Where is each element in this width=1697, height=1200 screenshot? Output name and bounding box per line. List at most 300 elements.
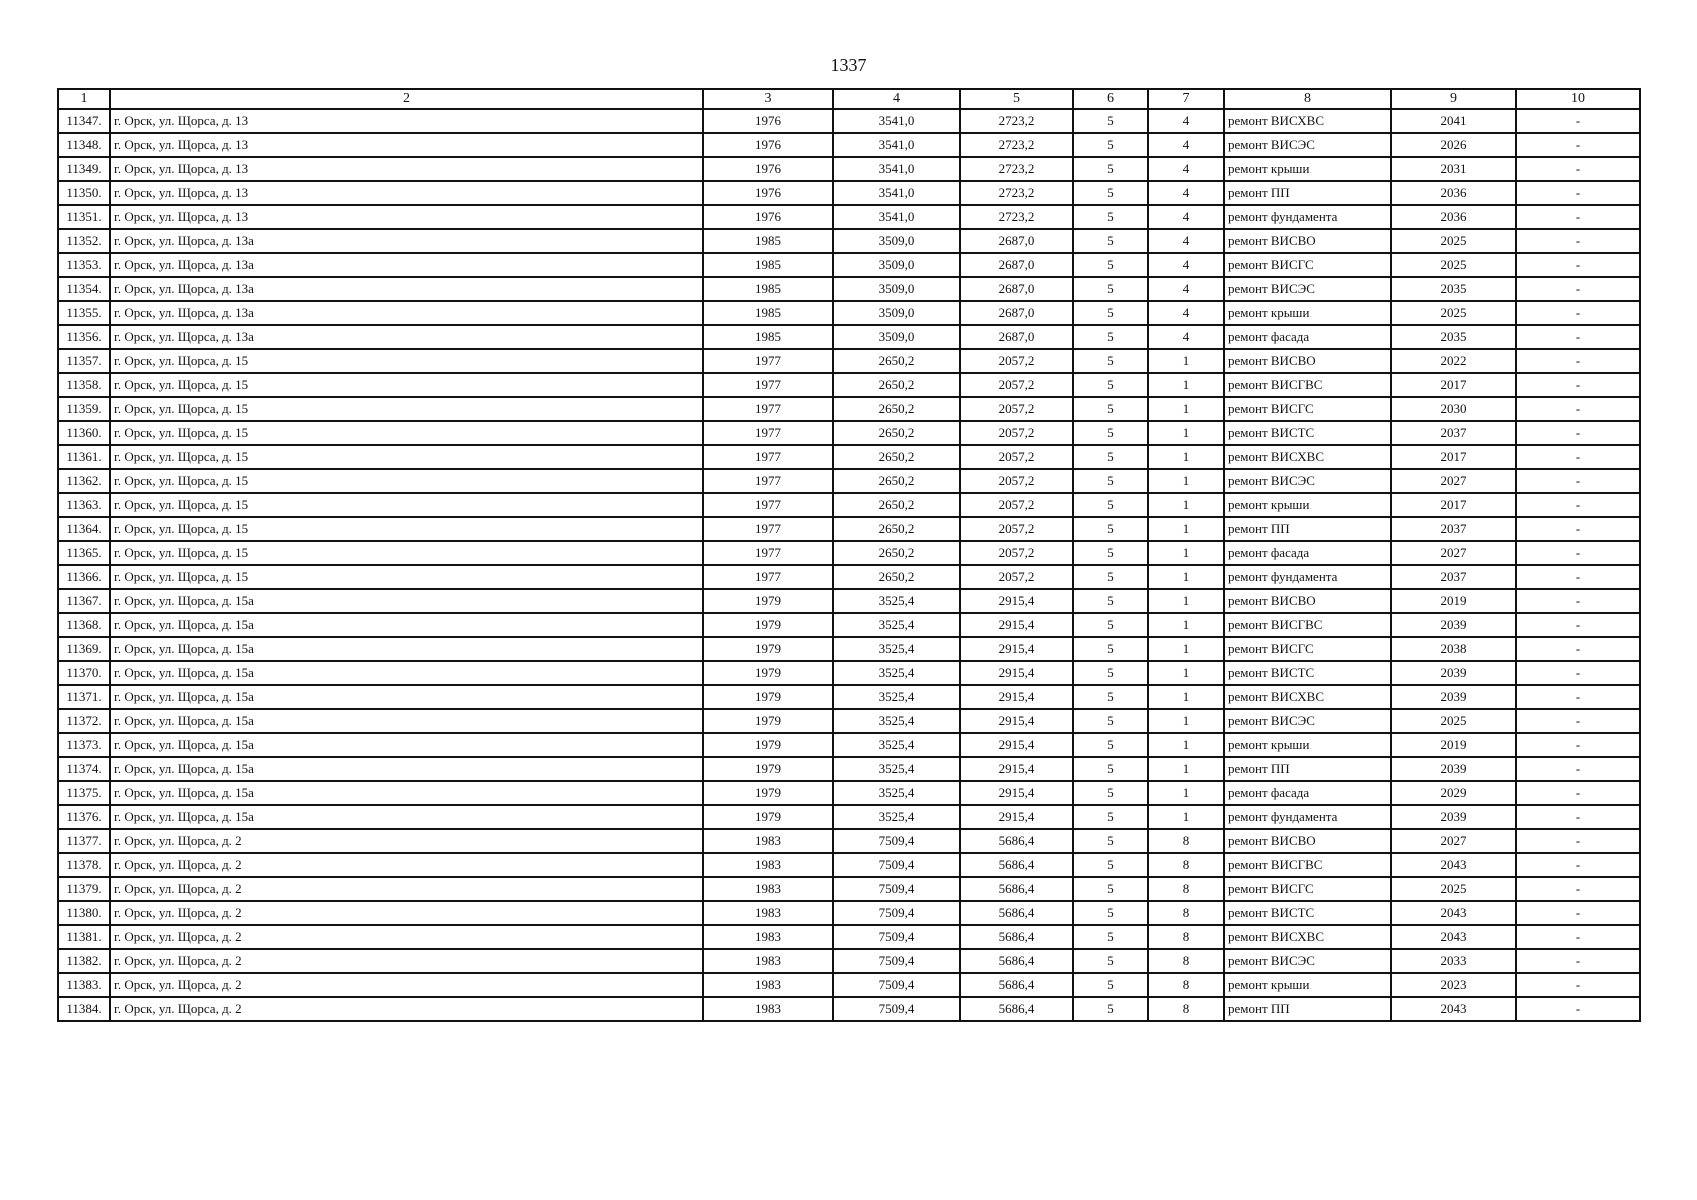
work-type-cell: ремонт ВИСЭС bbox=[1224, 469, 1391, 493]
total-area-cell: 2650,2 bbox=[833, 541, 960, 565]
floors-cell: 5 bbox=[1073, 925, 1148, 949]
year-built-cell: 1979 bbox=[703, 637, 833, 661]
floors-cell: 5 bbox=[1073, 517, 1148, 541]
address-cell: г. Орск, ул. Щорса, д. 15а bbox=[110, 613, 703, 637]
address-cell: г. Орск, ул. Щорса, д. 13 bbox=[110, 133, 703, 157]
note-cell: - bbox=[1516, 133, 1640, 157]
planned-year-cell: 2031 bbox=[1391, 157, 1516, 181]
work-type-cell: ремонт крыши bbox=[1224, 157, 1391, 181]
address-cell: г. Орск, ул. Щорса, д. 15 bbox=[110, 421, 703, 445]
work-type-cell: ремонт ВИСТС bbox=[1224, 421, 1391, 445]
entrances-cell: 1 bbox=[1148, 421, 1224, 445]
residential-area-cell: 5686,4 bbox=[960, 949, 1073, 973]
table-row bbox=[58, 709, 1640, 733]
row-number-cell: 11380. bbox=[58, 901, 110, 925]
total-area-cell: 2650,2 bbox=[833, 445, 960, 469]
header-row bbox=[58, 89, 1640, 109]
floors-cell: 5 bbox=[1073, 973, 1148, 997]
address-cell: г. Орск, ул. Щорса, д. 15а bbox=[110, 589, 703, 613]
note-cell: - bbox=[1516, 301, 1640, 325]
planned-year-cell: 2041 bbox=[1391, 109, 1516, 133]
entrances-cell: 1 bbox=[1148, 709, 1224, 733]
total-area-cell: 2650,2 bbox=[833, 373, 960, 397]
row-number-cell: 11374. bbox=[58, 757, 110, 781]
year-built-cell: 1983 bbox=[703, 829, 833, 853]
residential-area-cell: 2057,2 bbox=[960, 493, 1073, 517]
address-cell: г. Орск, ул. Щорса, д. 15а bbox=[110, 733, 703, 757]
address-cell: г. Орск, ул. Щорса, д. 15 bbox=[110, 349, 703, 373]
row-number-cell: 11349. bbox=[58, 157, 110, 181]
note-cell: - bbox=[1516, 445, 1640, 469]
floors-cell: 5 bbox=[1073, 781, 1148, 805]
residential-area-cell: 2723,2 bbox=[960, 205, 1073, 229]
residential-area-cell: 5686,4 bbox=[960, 877, 1073, 901]
year-built-cell: 1985 bbox=[703, 229, 833, 253]
address-cell: г. Орск, ул. Щорса, д. 15 bbox=[110, 469, 703, 493]
table-row bbox=[58, 301, 1640, 325]
work-type-cell: ремонт крыши bbox=[1224, 733, 1391, 757]
year-built-cell: 1977 bbox=[703, 517, 833, 541]
address-cell: г. Орск, ул. Щорса, д. 15 bbox=[110, 445, 703, 469]
work-type-cell: ремонт фасада bbox=[1224, 781, 1391, 805]
floors-cell: 5 bbox=[1073, 997, 1148, 1021]
total-area-cell: 7509,4 bbox=[833, 925, 960, 949]
table-row bbox=[58, 781, 1640, 805]
residential-area-cell: 2687,0 bbox=[960, 277, 1073, 301]
entrances-cell: 4 bbox=[1148, 229, 1224, 253]
entrances-cell: 1 bbox=[1148, 805, 1224, 829]
floors-cell: 5 bbox=[1073, 757, 1148, 781]
year-built-cell: 1983 bbox=[703, 853, 833, 877]
total-area-cell: 3525,4 bbox=[833, 589, 960, 613]
residential-area-cell: 2057,2 bbox=[960, 469, 1073, 493]
total-area-cell: 3509,0 bbox=[833, 253, 960, 277]
year-built-cell: 1979 bbox=[703, 589, 833, 613]
total-area-cell: 7509,4 bbox=[833, 973, 960, 997]
column-header: 4 bbox=[833, 89, 960, 109]
table-row bbox=[58, 541, 1640, 565]
total-area-cell: 7509,4 bbox=[833, 829, 960, 853]
table-row bbox=[58, 397, 1640, 421]
total-area-cell: 3525,4 bbox=[833, 661, 960, 685]
residential-area-cell: 2687,0 bbox=[960, 229, 1073, 253]
total-area-cell: 3509,0 bbox=[833, 325, 960, 349]
table-row bbox=[58, 853, 1640, 877]
work-type-cell: ремонт ВИСЭС bbox=[1224, 133, 1391, 157]
planned-year-cell: 2025 bbox=[1391, 877, 1516, 901]
residential-area-cell: 2057,2 bbox=[960, 565, 1073, 589]
row-number-cell: 11377. bbox=[58, 829, 110, 853]
planned-year-cell: 2039 bbox=[1391, 757, 1516, 781]
entrances-cell: 1 bbox=[1148, 493, 1224, 517]
year-built-cell: 1979 bbox=[703, 613, 833, 637]
table-row bbox=[58, 589, 1640, 613]
row-number-cell: 11363. bbox=[58, 493, 110, 517]
floors-cell: 5 bbox=[1073, 109, 1148, 133]
address-cell: г. Орск, ул. Щорса, д. 13 bbox=[110, 157, 703, 181]
total-area-cell: 3525,4 bbox=[833, 685, 960, 709]
planned-year-cell: 2027 bbox=[1391, 541, 1516, 565]
year-built-cell: 1983 bbox=[703, 901, 833, 925]
planned-year-cell: 2036 bbox=[1391, 181, 1516, 205]
table-row bbox=[58, 925, 1640, 949]
floors-cell: 5 bbox=[1073, 637, 1148, 661]
note-cell: - bbox=[1516, 901, 1640, 925]
work-type-cell: ремонт ВИСЭС bbox=[1224, 949, 1391, 973]
table-row bbox=[58, 445, 1640, 469]
work-type-cell: ремонт ВИСЭС bbox=[1224, 709, 1391, 733]
column-header: 6 bbox=[1073, 89, 1148, 109]
residential-area-cell: 2057,2 bbox=[960, 349, 1073, 373]
repair-schedule-table bbox=[57, 88, 1641, 1022]
total-area-cell: 7509,4 bbox=[833, 949, 960, 973]
work-type-cell: ремонт ВИСВО bbox=[1224, 229, 1391, 253]
planned-year-cell: 2035 bbox=[1391, 277, 1516, 301]
planned-year-cell: 2043 bbox=[1391, 901, 1516, 925]
floors-cell: 5 bbox=[1073, 421, 1148, 445]
planned-year-cell: 2039 bbox=[1391, 613, 1516, 637]
entrances-cell: 4 bbox=[1148, 109, 1224, 133]
note-cell: - bbox=[1516, 637, 1640, 661]
entrances-cell: 4 bbox=[1148, 157, 1224, 181]
entrances-cell: 4 bbox=[1148, 277, 1224, 301]
floors-cell: 5 bbox=[1073, 349, 1148, 373]
note-cell: - bbox=[1516, 949, 1640, 973]
row-number-cell: 11370. bbox=[58, 661, 110, 685]
entrances-cell: 1 bbox=[1148, 637, 1224, 661]
row-number-cell: 11379. bbox=[58, 877, 110, 901]
planned-year-cell: 2022 bbox=[1391, 349, 1516, 373]
address-cell: г. Орск, ул. Щорса, д. 2 bbox=[110, 853, 703, 877]
table-row bbox=[58, 997, 1640, 1021]
total-area-cell: 2650,2 bbox=[833, 397, 960, 421]
residential-area-cell: 2915,4 bbox=[960, 805, 1073, 829]
address-cell: г. Орск, ул. Щорса, д. 15а bbox=[110, 661, 703, 685]
column-header: 2 bbox=[110, 89, 703, 109]
total-area-cell: 3525,4 bbox=[833, 757, 960, 781]
address-cell: г. Орск, ул. Щорса, д. 15а bbox=[110, 805, 703, 829]
table-header bbox=[58, 89, 1640, 109]
note-cell: - bbox=[1516, 781, 1640, 805]
entrances-cell: 1 bbox=[1148, 613, 1224, 637]
year-built-cell: 1977 bbox=[703, 421, 833, 445]
residential-area-cell: 2723,2 bbox=[960, 157, 1073, 181]
entrances-cell: 1 bbox=[1148, 733, 1224, 757]
total-area-cell: 3525,4 bbox=[833, 709, 960, 733]
entrances-cell: 8 bbox=[1148, 973, 1224, 997]
note-cell: - bbox=[1516, 733, 1640, 757]
floors-cell: 5 bbox=[1073, 397, 1148, 421]
planned-year-cell: 2025 bbox=[1391, 709, 1516, 733]
address-cell: г. Орск, ул. Щорса, д. 2 bbox=[110, 877, 703, 901]
work-type-cell: ремонт ВИСВО bbox=[1224, 829, 1391, 853]
work-type-cell: ремонт фундамента bbox=[1224, 805, 1391, 829]
total-area-cell: 3525,4 bbox=[833, 733, 960, 757]
table-row bbox=[58, 517, 1640, 541]
entrances-cell: 1 bbox=[1148, 661, 1224, 685]
residential-area-cell: 5686,4 bbox=[960, 997, 1073, 1021]
floors-cell: 5 bbox=[1073, 949, 1148, 973]
work-type-cell: ремонт фундамента bbox=[1224, 565, 1391, 589]
address-cell: г. Орск, ул. Щорса, д. 15а bbox=[110, 685, 703, 709]
entrances-cell: 8 bbox=[1148, 925, 1224, 949]
year-built-cell: 1976 bbox=[703, 133, 833, 157]
planned-year-cell: 2039 bbox=[1391, 661, 1516, 685]
floors-cell: 5 bbox=[1073, 685, 1148, 709]
row-number-cell: 11378. bbox=[58, 853, 110, 877]
table-row bbox=[58, 877, 1640, 901]
year-built-cell: 1977 bbox=[703, 565, 833, 589]
entrances-cell: 8 bbox=[1148, 997, 1224, 1021]
total-area-cell: 3525,4 bbox=[833, 613, 960, 637]
residential-area-cell: 5686,4 bbox=[960, 973, 1073, 997]
address-cell: г. Орск, ул. Щорса, д. 13а bbox=[110, 277, 703, 301]
entrances-cell: 1 bbox=[1148, 541, 1224, 565]
row-number-cell: 11358. bbox=[58, 373, 110, 397]
residential-area-cell: 5686,4 bbox=[960, 829, 1073, 853]
note-cell: - bbox=[1516, 973, 1640, 997]
year-built-cell: 1979 bbox=[703, 781, 833, 805]
floors-cell: 5 bbox=[1073, 901, 1148, 925]
floors-cell: 5 bbox=[1073, 181, 1148, 205]
year-built-cell: 1979 bbox=[703, 805, 833, 829]
residential-area-cell: 2915,4 bbox=[960, 613, 1073, 637]
note-cell: - bbox=[1516, 229, 1640, 253]
planned-year-cell: 2017 bbox=[1391, 445, 1516, 469]
work-type-cell: ремонт ВИСХВС bbox=[1224, 925, 1391, 949]
note-cell: - bbox=[1516, 277, 1640, 301]
table-row bbox=[58, 973, 1640, 997]
column-header: 8 bbox=[1224, 89, 1391, 109]
entrances-cell: 1 bbox=[1148, 349, 1224, 373]
planned-year-cell: 2037 bbox=[1391, 421, 1516, 445]
total-area-cell: 3541,0 bbox=[833, 133, 960, 157]
table-row bbox=[58, 421, 1640, 445]
entrances-cell: 1 bbox=[1148, 565, 1224, 589]
planned-year-cell: 2019 bbox=[1391, 733, 1516, 757]
note-cell: - bbox=[1516, 589, 1640, 613]
row-number-cell: 11354. bbox=[58, 277, 110, 301]
planned-year-cell: 2033 bbox=[1391, 949, 1516, 973]
work-type-cell: ремонт ВИСГС bbox=[1224, 253, 1391, 277]
work-type-cell: ремонт ВИСХВС bbox=[1224, 109, 1391, 133]
total-area-cell: 2650,2 bbox=[833, 493, 960, 517]
table-row bbox=[58, 829, 1640, 853]
year-built-cell: 1976 bbox=[703, 205, 833, 229]
residential-area-cell: 2687,0 bbox=[960, 301, 1073, 325]
floors-cell: 5 bbox=[1073, 229, 1148, 253]
address-cell: г. Орск, ул. Щорса, д. 2 bbox=[110, 925, 703, 949]
note-cell: - bbox=[1516, 541, 1640, 565]
planned-year-cell: 2039 bbox=[1391, 685, 1516, 709]
note-cell: - bbox=[1516, 829, 1640, 853]
address-cell: г. Орск, ул. Щорса, д. 15 bbox=[110, 541, 703, 565]
residential-area-cell: 2723,2 bbox=[960, 109, 1073, 133]
entrances-cell: 4 bbox=[1148, 325, 1224, 349]
entrances-cell: 1 bbox=[1148, 445, 1224, 469]
entrances-cell: 8 bbox=[1148, 877, 1224, 901]
row-number-cell: 11348. bbox=[58, 133, 110, 157]
entrances-cell: 1 bbox=[1148, 781, 1224, 805]
work-type-cell: ремонт фундамента bbox=[1224, 205, 1391, 229]
total-area-cell: 2650,2 bbox=[833, 565, 960, 589]
note-cell: - bbox=[1516, 397, 1640, 421]
row-number-cell: 11357. bbox=[58, 349, 110, 373]
address-cell: г. Орск, ул. Щорса, д. 15а bbox=[110, 757, 703, 781]
note-cell: - bbox=[1516, 757, 1640, 781]
work-type-cell: ремонт ВИСХВС bbox=[1224, 445, 1391, 469]
floors-cell: 5 bbox=[1073, 805, 1148, 829]
floors-cell: 5 bbox=[1073, 877, 1148, 901]
table-row bbox=[58, 109, 1640, 133]
table-row bbox=[58, 181, 1640, 205]
table-row bbox=[58, 661, 1640, 685]
floors-cell: 5 bbox=[1073, 157, 1148, 181]
row-number-cell: 11383. bbox=[58, 973, 110, 997]
work-type-cell: ремонт ВИСГВС bbox=[1224, 373, 1391, 397]
note-cell: - bbox=[1516, 685, 1640, 709]
note-cell: - bbox=[1516, 469, 1640, 493]
floors-cell: 5 bbox=[1073, 445, 1148, 469]
table-row bbox=[58, 493, 1640, 517]
residential-area-cell: 2723,2 bbox=[960, 133, 1073, 157]
table-row bbox=[58, 613, 1640, 637]
address-cell: г. Орск, ул. Щорса, д. 13 bbox=[110, 205, 703, 229]
table-row bbox=[58, 325, 1640, 349]
page-number: 1337 bbox=[830, 55, 867, 75]
entrances-cell: 4 bbox=[1148, 133, 1224, 157]
address-cell: г. Орск, ул. Щорса, д. 13а bbox=[110, 325, 703, 349]
address-cell: г. Орск, ул. Щорса, д. 13а bbox=[110, 229, 703, 253]
total-area-cell: 3509,0 bbox=[833, 229, 960, 253]
year-built-cell: 1979 bbox=[703, 661, 833, 685]
entrances-cell: 8 bbox=[1148, 901, 1224, 925]
floors-cell: 5 bbox=[1073, 709, 1148, 733]
residential-area-cell: 2915,4 bbox=[960, 661, 1073, 685]
note-cell: - bbox=[1516, 805, 1640, 829]
total-area-cell: 3541,0 bbox=[833, 181, 960, 205]
planned-year-cell: 2017 bbox=[1391, 493, 1516, 517]
year-built-cell: 1976 bbox=[703, 109, 833, 133]
work-type-cell: ремонт ВИСВО bbox=[1224, 589, 1391, 613]
total-area-cell: 7509,4 bbox=[833, 853, 960, 877]
year-built-cell: 1979 bbox=[703, 733, 833, 757]
note-cell: - bbox=[1516, 421, 1640, 445]
note-cell: - bbox=[1516, 253, 1640, 277]
row-number-cell: 11384. bbox=[58, 997, 110, 1021]
floors-cell: 5 bbox=[1073, 613, 1148, 637]
address-cell: г. Орск, ул. Щорса, д. 2 bbox=[110, 901, 703, 925]
work-type-cell: ремонт фасада bbox=[1224, 325, 1391, 349]
address-cell: г. Орск, ул. Щорса, д. 13а bbox=[110, 301, 703, 325]
work-type-cell: ремонт ВИСГС bbox=[1224, 397, 1391, 421]
table-row bbox=[58, 469, 1640, 493]
planned-year-cell: 2027 bbox=[1391, 469, 1516, 493]
entrances-cell: 4 bbox=[1148, 253, 1224, 277]
note-cell: - bbox=[1516, 181, 1640, 205]
year-built-cell: 1985 bbox=[703, 325, 833, 349]
planned-year-cell: 2023 bbox=[1391, 973, 1516, 997]
floors-cell: 5 bbox=[1073, 469, 1148, 493]
year-built-cell: 1977 bbox=[703, 349, 833, 373]
planned-year-cell: 2025 bbox=[1391, 229, 1516, 253]
planned-year-cell: 2025 bbox=[1391, 301, 1516, 325]
address-cell: г. Орск, ул. Щорса, д. 15 bbox=[110, 397, 703, 421]
total-area-cell: 3509,0 bbox=[833, 277, 960, 301]
note-cell: - bbox=[1516, 877, 1640, 901]
row-number-cell: 11361. bbox=[58, 445, 110, 469]
planned-year-cell: 2030 bbox=[1391, 397, 1516, 421]
total-area-cell: 3525,4 bbox=[833, 781, 960, 805]
total-area-cell: 2650,2 bbox=[833, 349, 960, 373]
planned-year-cell: 2037 bbox=[1391, 517, 1516, 541]
work-type-cell: ремонт ПП bbox=[1224, 757, 1391, 781]
planned-year-cell: 2029 bbox=[1391, 781, 1516, 805]
table-row bbox=[58, 733, 1640, 757]
year-built-cell: 1985 bbox=[703, 253, 833, 277]
planned-year-cell: 2036 bbox=[1391, 205, 1516, 229]
floors-cell: 5 bbox=[1073, 733, 1148, 757]
row-number-cell: 11382. bbox=[58, 949, 110, 973]
floors-cell: 5 bbox=[1073, 301, 1148, 325]
floors-cell: 5 bbox=[1073, 277, 1148, 301]
note-cell: - bbox=[1516, 157, 1640, 181]
work-type-cell: ремонт крыши bbox=[1224, 301, 1391, 325]
row-number-cell: 11356. bbox=[58, 325, 110, 349]
residential-area-cell: 2915,4 bbox=[960, 757, 1073, 781]
residential-area-cell: 2915,4 bbox=[960, 589, 1073, 613]
row-number-cell: 11369. bbox=[58, 637, 110, 661]
year-built-cell: 1983 bbox=[703, 877, 833, 901]
residential-area-cell: 2057,2 bbox=[960, 517, 1073, 541]
note-cell: - bbox=[1516, 613, 1640, 637]
row-number-cell: 11376. bbox=[58, 805, 110, 829]
planned-year-cell: 2038 bbox=[1391, 637, 1516, 661]
column-header: 3 bbox=[703, 89, 833, 109]
residential-area-cell: 2687,0 bbox=[960, 253, 1073, 277]
residential-area-cell: 2057,2 bbox=[960, 445, 1073, 469]
total-area-cell: 3525,4 bbox=[833, 805, 960, 829]
work-type-cell: ремонт ВИСХВС bbox=[1224, 685, 1391, 709]
entrances-cell: 1 bbox=[1148, 373, 1224, 397]
work-type-cell: ремонт ВИСГС bbox=[1224, 877, 1391, 901]
column-header: 9 bbox=[1391, 89, 1516, 109]
floors-cell: 5 bbox=[1073, 325, 1148, 349]
residential-area-cell: 2915,4 bbox=[960, 709, 1073, 733]
work-type-cell: ремонт ВИСГС bbox=[1224, 637, 1391, 661]
column-header: 10 bbox=[1516, 89, 1640, 109]
entrances-cell: 4 bbox=[1148, 181, 1224, 205]
work-type-cell: ремонт ПП bbox=[1224, 181, 1391, 205]
table-row bbox=[58, 157, 1640, 181]
row-number-cell: 11365. bbox=[58, 541, 110, 565]
planned-year-cell: 2026 bbox=[1391, 133, 1516, 157]
year-built-cell: 1983 bbox=[703, 925, 833, 949]
table-row bbox=[58, 205, 1640, 229]
year-built-cell: 1979 bbox=[703, 685, 833, 709]
planned-year-cell: 2017 bbox=[1391, 373, 1516, 397]
entrances-cell: 1 bbox=[1148, 517, 1224, 541]
row-number-cell: 11359. bbox=[58, 397, 110, 421]
residential-area-cell: 2057,2 bbox=[960, 541, 1073, 565]
address-cell: г. Орск, ул. Щорса, д. 2 bbox=[110, 949, 703, 973]
residential-area-cell: 5686,4 bbox=[960, 901, 1073, 925]
floors-cell: 5 bbox=[1073, 541, 1148, 565]
table-row bbox=[58, 901, 1640, 925]
address-cell: г. Орск, ул. Щорса, д. 15 bbox=[110, 517, 703, 541]
address-cell: г. Орск, ул. Щорса, д. 13 bbox=[110, 109, 703, 133]
row-number-cell: 11367. bbox=[58, 589, 110, 613]
